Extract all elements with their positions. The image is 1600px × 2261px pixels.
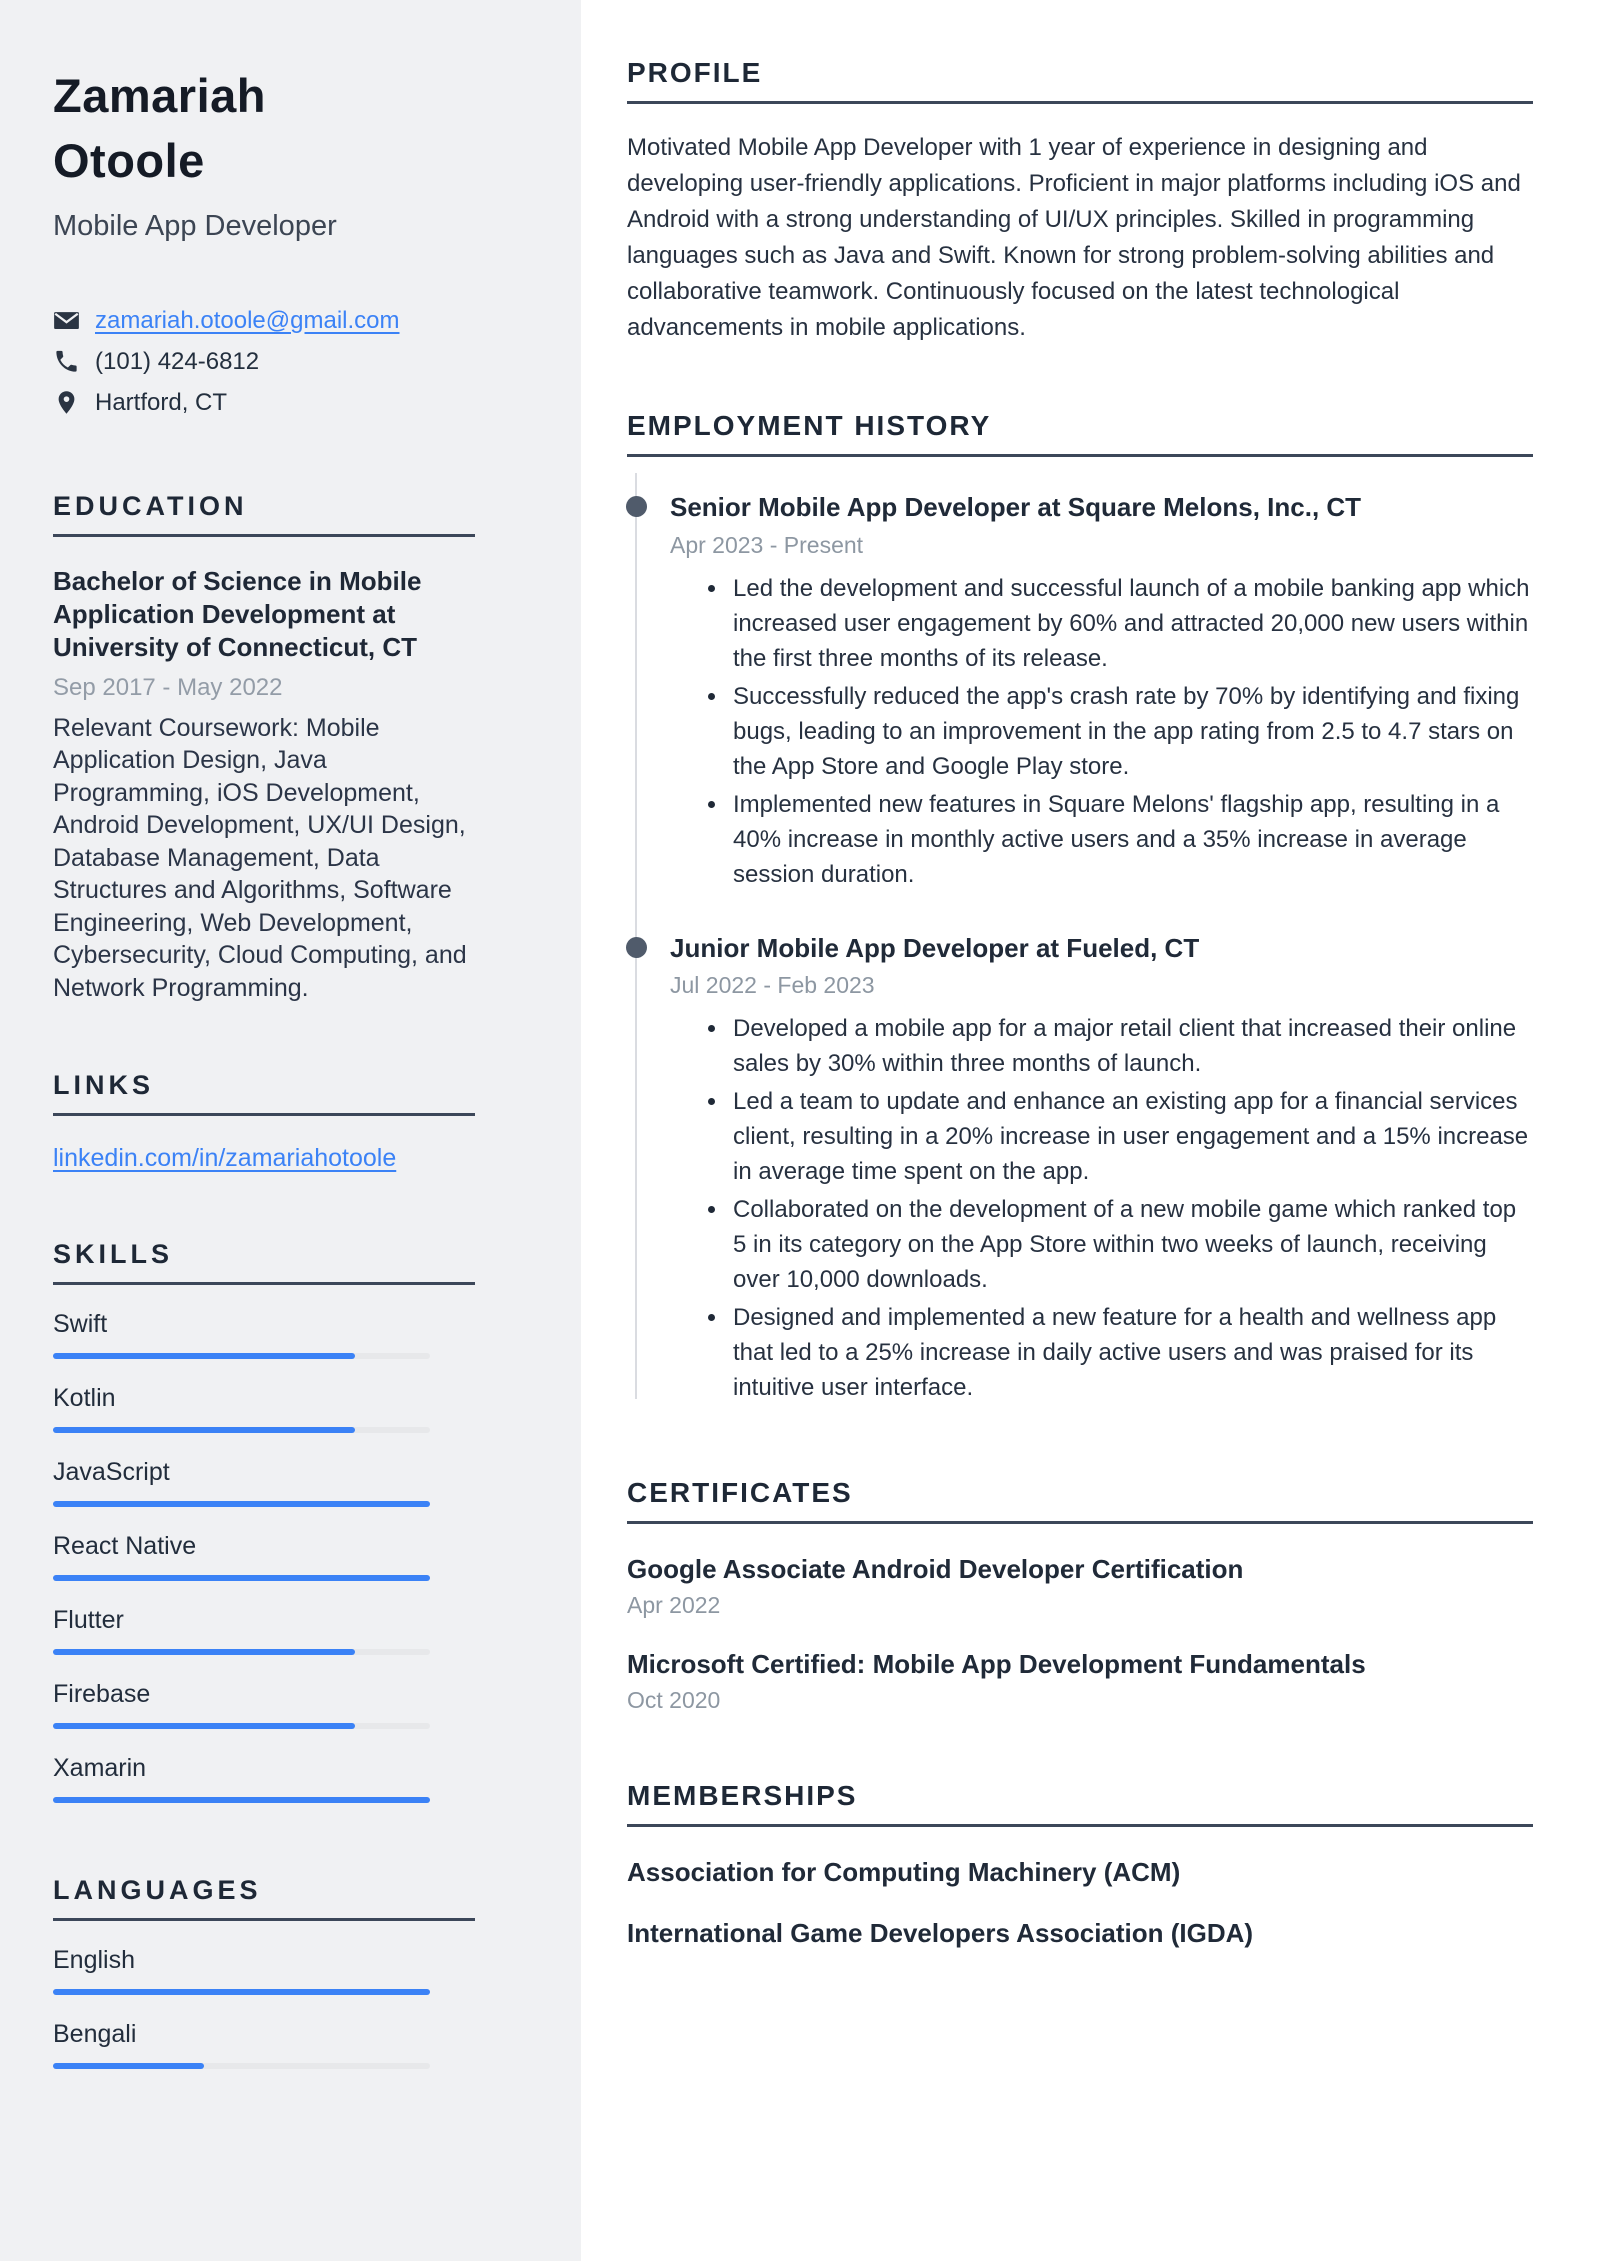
language-meter-fill [53,2063,204,2069]
certificate-entry [627,1649,1533,1714]
education-section [53,491,475,1004]
skill-label: Flutter [53,1606,124,1635]
skills-list [53,1310,475,1803]
memberships-section [627,1780,1533,1949]
skill-label: Kotlin [53,1384,116,1413]
memberships-heading: MEMBERSHIPS [627,1780,1533,1827]
language-row [53,1946,475,1995]
membership-item: Association for Computing Machinery (ACM) [627,1857,1181,1887]
education-description: Relevant Coursework: Mobile Application Design, Java Programming, iOS Development, Android Development, UX/UI Design, Database Management, Data Structures and Algorithms, Software Engineering, Web Development, Cybersecurity, Cloud Computing, and Network Programming. [53,713,467,1002]
email-icon [53,307,80,334]
skill-label: JavaScript [53,1458,170,1487]
certificates-heading: CERTIFICATES [627,1477,1533,1524]
employment-timeline [627,491,1533,1405]
skill-meter-fill [53,1501,430,1507]
contact-email[interactable] [95,307,400,335]
skill-row [53,1384,475,1433]
skill-meter-track [53,1797,430,1803]
job-title: Junior Mobile App Developer at Fueled, CT [670,932,1200,963]
skill-label: Swift [53,1310,108,1339]
language-meter-fill [53,1989,430,1995]
certificates-list [627,1554,1533,1714]
job-dates: Jul 2022 - Feb 2023 [670,972,875,998]
skill-meter-fill [53,1575,430,1581]
certificate-date: Apr 2022 [627,1592,721,1618]
language-label: Bengali [53,2020,137,2049]
language-label: English [53,1946,135,1975]
timeline-dot [626,496,647,517]
contact-info [53,307,475,417]
job-bullet: Led the development and successful launch of a mobile banking app which increased user engagement by 60% and attracted 20,000 new users within the first three months of its release. [670,571,1533,676]
contact-location-row [53,389,475,417]
skill-meter-track [53,1723,430,1729]
skill-row [53,1532,475,1581]
skill-meter-fill [53,1649,355,1655]
job-bullet: Developed a mobile app for a major retail client that increased their online sales by 30% within three months of launch. [670,1011,1533,1081]
skill-meter-fill [53,1797,430,1803]
language-meter-track [53,2063,430,2069]
employment-section [627,410,1533,1405]
membership-item: International Game Developers Association (IGDA) [627,1918,1254,1948]
skill-meter-track [53,1649,430,1655]
education-dates: Sep 2017 - May 2022 [53,673,283,701]
languages-heading: LANGUAGES [53,1875,475,1921]
skill-label: Firebase [53,1680,151,1709]
skill-label: React Native [53,1532,197,1561]
contact-location: Hartford, CT [95,388,228,416]
phone-icon [53,348,80,375]
certificate-title: Google Associate Android Developer Certification [627,1554,1244,1584]
profile-text: Motivated Mobile App Developer with 1 year of experience in designing and developing user-friendly applications. Proficient in major platforms including iOS and Android with a strong understanding of UI/UX principles. Skilled in programming languages such as Java and Swift. Known for strong problem-solving abilities and collaborative teamwork. Continuously focused on the latest technological advancements in mobile applications. [627,134,1521,341]
job-bullet: Successfully reduced the app's crash rate by 70% by identifying and fixing bugs, leading to an improvement in the app rating from 2.5 to 4.7 stars on the App Store and Google Play store. [670,679,1533,784]
timeline-dot [626,937,647,958]
job-entry [627,491,1533,892]
contact-phone: (101) 424-6812 [95,347,260,375]
education-degree: Bachelor of Science in Mobile Application Development at University of Connecticut, CT [53,565,422,663]
job-bullet: Collaborated on the development of a new mobile game which ranked top 5 in its category on the App Store within two weeks of launch, receiving over 10,000 downloads. [670,1192,1533,1297]
links-section [53,1070,475,1173]
skill-meter-fill [53,1427,355,1433]
skills-section [53,1239,475,1803]
skill-meter-track [53,1427,430,1433]
email-link[interactable]: zamariah.otoole@gmail.com [95,306,400,334]
job-bullet-list [670,571,1533,892]
certificate-title: Microsoft Certified: Mobile App Development Fundamentals [627,1649,1366,1679]
skill-row [53,1754,475,1803]
skill-label: Xamarin [53,1754,147,1783]
profile-section [627,57,1533,346]
memberships-list [627,1857,1533,1949]
job-dates: Apr 2023 - Present [670,531,864,558]
main-column [627,0,1533,1949]
languages-list [53,1946,475,2069]
profile-heading: PROFILE [627,57,1533,104]
skill-meter-fill [53,1353,355,1359]
links-list [53,1116,475,1173]
job-bullet: Designed and implemented a new feature for a health and wellness app that led to a 25% increase in daily active users and was praised for its intuitive user interface. [670,1300,1533,1405]
contact-phone-row [53,348,475,376]
job-title: Senior Mobile App Developer at Square Melons, Inc., CT [670,492,1362,522]
skill-meter-track [53,1501,430,1507]
contact-email-row [53,307,475,335]
person-name: Zamariah Otoole [53,69,266,187]
job-bullet: Led a team to update and enhance an existing app for a financial services client, resulting in a 20% increase in user engagement and a 15% increase in average time spent on the app. [670,1084,1533,1189]
sidebar [0,0,581,2261]
skill-row [53,1458,475,1507]
skill-row [53,1310,475,1359]
certificate-entry [627,1554,1533,1619]
skill-meter-fill [53,1723,355,1729]
education-heading: EDUCATION [53,491,475,537]
certificates-section [627,1477,1533,1714]
skill-meter-track [53,1353,430,1359]
location-pin-icon [53,389,80,416]
certificate-date: Oct 2020 [627,1687,721,1713]
person-job-title: Mobile App Developer [53,209,337,242]
job-bullet: Implemented new features in Square Melons' flagship app, resulting in a 40% increase in monthly active users and a 35% increase in average session duration. [670,787,1533,892]
language-row [53,2020,475,2069]
links-heading: LINKS [53,1070,475,1116]
job-bullet-list [670,1011,1533,1405]
skill-row [53,1606,475,1655]
job-entry [627,932,1533,1406]
employment-heading: EMPLOYMENT HISTORY [627,410,1533,457]
skill-row [53,1680,475,1729]
skills-heading: SKILLS [53,1239,475,1285]
languages-section [53,1875,475,2069]
skill-meter-track [53,1575,430,1581]
language-meter-track [53,1989,430,1995]
linkedin-link[interactable]: linkedin.com/in/zamariahotoole [53,1144,397,1173]
